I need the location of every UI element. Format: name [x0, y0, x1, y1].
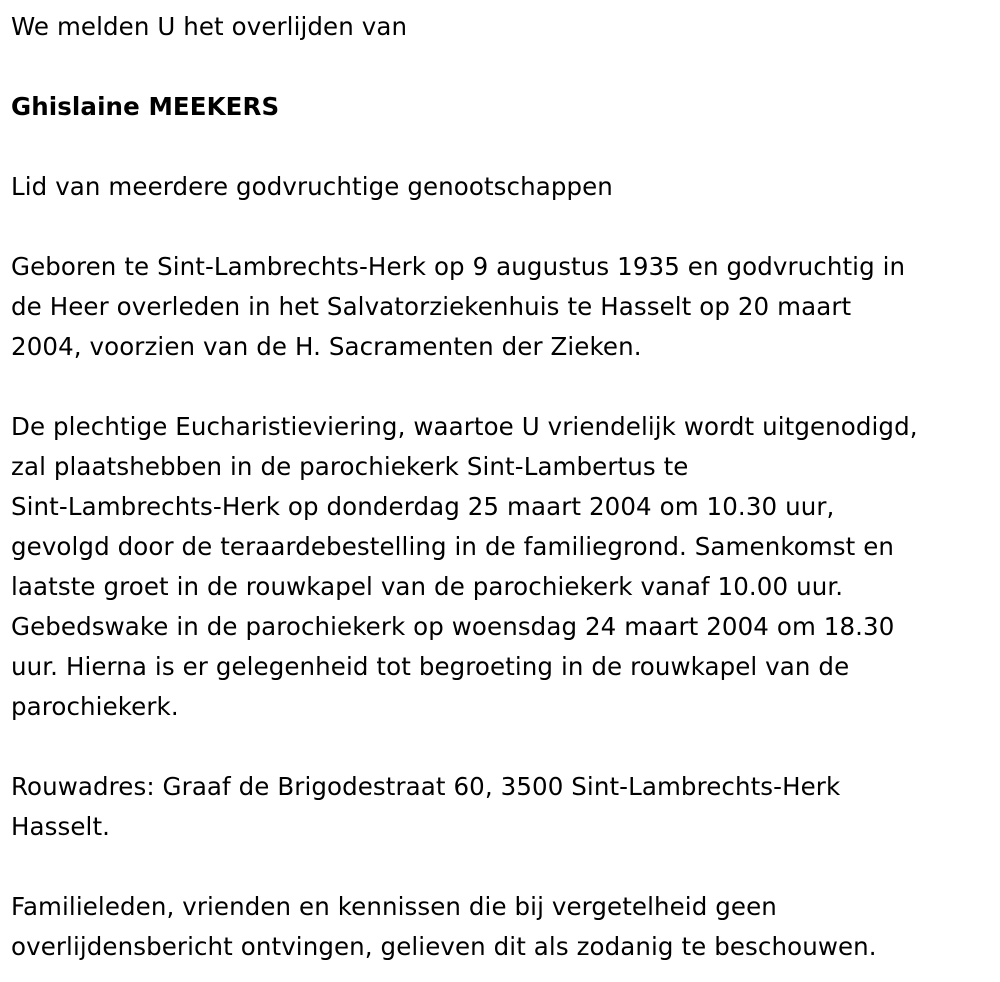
- address-line: Hasselt.: [11, 812, 111, 841]
- membership-line: Lid van meerdere godvruchtige genootschappen: [11, 172, 613, 201]
- ceremony-line: laatste groet in de rouwkapel van de parochiekerk vanaf 10.00 uur.: [11, 572, 844, 601]
- ceremony-line: De plechtige Eucharistieviering, waartoe U vriendelijk wordt uitgenodigd,: [11, 412, 918, 441]
- deceased-name: [11, 87, 1000, 127]
- closing-line: Familieleden, vrienden en kennissen die bij vergetelheid geen: [11, 892, 777, 921]
- address-paragraph: [11, 767, 1000, 847]
- ceremony-line: zal plaatshebben in de parochiekerk Sint-Lambertus te: [11, 452, 689, 481]
- birth-death-line: de Heer overleden in het Salvatorziekenhuis te Hasselt op 20 maart: [11, 292, 852, 321]
- ceremony-line: Sint-Lambrechts-Herk op donderdag 25 maart 2004 om 10.30 uur,: [11, 492, 835, 521]
- ceremony-line: Gebedswake in de parochiekerk op woensdag 24 maart 2004 om 18.30: [11, 612, 895, 641]
- birth-death-line: 2004, voorzien van de H. Sacramenten der Zieken.: [11, 332, 642, 361]
- address-line: Rouwadres: Graaf de Brigodestraat 60, 3500 Sint-Lambrechts-Herk: [11, 772, 841, 801]
- intro-line: We melden U het overlijden van: [11, 12, 408, 41]
- ceremony-paragraph: [11, 407, 1000, 727]
- deceased-name-text: Ghislaine MEEKERS: [11, 92, 280, 121]
- birth-death-paragraph: [11, 247, 1000, 367]
- intro-text: [11, 7, 1000, 47]
- membership-text: [11, 167, 1000, 207]
- ceremony-line: uur. Hierna is er gelegenheid tot begroeting in de rouwkapel van de: [11, 652, 850, 681]
- birth-death-line: Geboren te Sint-Lambrechts-Herk op 9 augustus 1935 en godvruchtig in: [11, 252, 906, 281]
- ceremony-line: parochiekerk.: [11, 692, 179, 721]
- ceremony-line: gevolgd door de teraardebestelling in de familiegrond. Samenkomst en: [11, 532, 895, 561]
- closing-paragraph: [11, 887, 1000, 967]
- closing-line: overlijdensbericht ontvingen, gelieven dit als zodanig te beschouwen.: [11, 932, 877, 961]
